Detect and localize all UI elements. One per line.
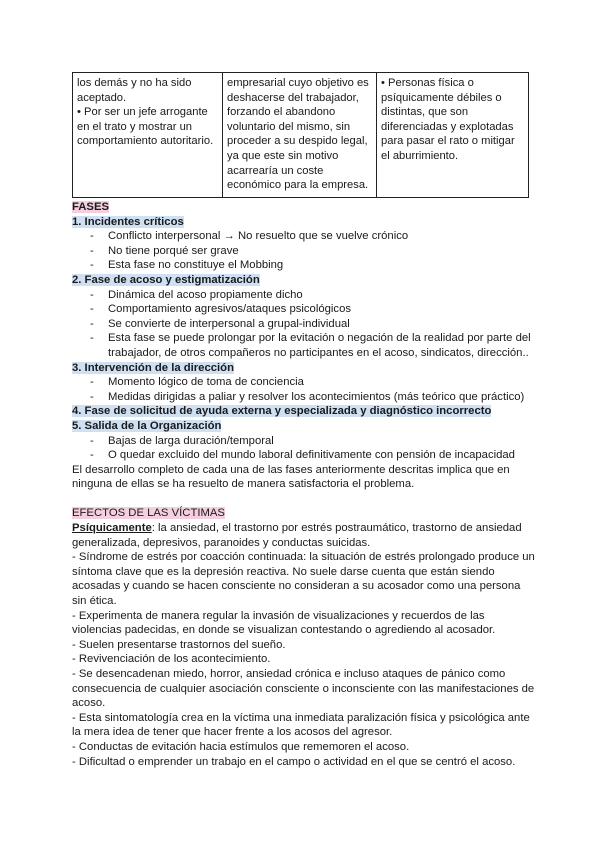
cell-line: forzando el abandono (227, 106, 336, 119)
continuation-table (72, 72, 529, 198)
paragraph-line: Psíquicamente: la ansiedad, el trastorno por estrés postraumático, trastorno de ansiedad (72, 522, 522, 535)
paragraph-line: acosadas y cuando se hacen consciente no consideran a su acosador como una persona (72, 580, 521, 593)
phase-heading-4: 4. Fase de solicitud de ayuda externa y especializada y diagnóstico incorrecto (72, 405, 492, 418)
cell-line: en el trato y mostrar un (77, 120, 193, 133)
list-item: - Momento lógico de toma de conciencia (90, 376, 304, 389)
cell-line: voluntario del mismo, sin (227, 120, 351, 133)
paragraph-line: - Se desencadenan miedo, horror, ansiedad crónica e incluso ataques de pánico como (72, 668, 506, 680)
list-item: - Esta fase se puede prolongar por la evitación o negación de la realidad por parte del (90, 332, 531, 345)
paragraph-line: - Revivenciación de los acontecimiento. (72, 653, 271, 666)
cell-line: psíquicamente débiles o (381, 91, 502, 104)
list-item-continuation: trabajador, de otros compañeros no participantes en el acoso, sindicatos, dirección.. (108, 346, 529, 359)
list-item: - Bajas de larga duración/temporal (90, 434, 274, 447)
list-item: - O quedar excluido del mundo laboral definitivamente con pensión de incapacidad (90, 449, 515, 462)
cell-line: el aburrimiento. (381, 149, 459, 162)
paragraph-line: generalizada, depresivos, paranoides y conductas suicidas. (72, 536, 371, 549)
main-content (72, 200, 534, 769)
phase-heading-2: 2. Fase de acoso y estigmatización (72, 273, 260, 286)
cell-line: los demás y no ha sido (77, 77, 192, 89)
list-item: - Comportamiento agresivos/ataques psicológicos (90, 303, 352, 316)
cell-line: deshacerse del trabajador, (227, 91, 359, 104)
paragraph-line: - Experimenta de manera regular la invasión de visualizaciones y recuerdos de las (72, 609, 485, 622)
phase-heading-1: 1. Incidentes críticos (72, 215, 184, 228)
cell-line: ya que este sin motivo (227, 149, 339, 162)
list-item: - Dinámica del acoso propiamente dicho (90, 288, 303, 301)
paragraph-line: consecuencia de cualquier asociación consciente o inconsciente con las manifestaciones de (72, 682, 535, 695)
list-item: - Medidas dirigidas a paliar y resolver los acontecimientos (más teórico que práctico) (90, 390, 525, 403)
summary-line: El desarrollo completo de cada una de las fases anteriormente descritas implica que en (72, 463, 510, 476)
paragraph-line: - Conductas de evitación hacia estímulos que rememoren el acoso. (72, 740, 410, 753)
cell-line: aceptado. (77, 91, 127, 104)
list-item: - Esta fase no constituye el Mobbing (90, 259, 284, 272)
list-item: - No tiene porqué ser grave (90, 244, 239, 257)
section-title-efectos: EFECTOS DE LAS VÍCTIMAS (72, 507, 225, 520)
cell-line: acarrearía un coste (227, 164, 324, 177)
paragraph-line: - Dificultad o emprender un trabajo en el campo o actividad en el que se centró el acoso. (72, 755, 516, 768)
phase-heading-3: 3. Intervención de la dirección (72, 361, 234, 374)
paragraph-line: acoso. (72, 697, 106, 710)
paragraph-line: - Esta sintomatología crea en la víctima una inmediata paralización física y psicológica ante (72, 711, 530, 724)
paragraph-line: - Síndrome de estrés por coacción continuada: la situación de estrés prolongado produce un (72, 551, 535, 564)
table-cell-col2 (223, 73, 377, 198)
section-title-fases: FASES (72, 201, 110, 213)
cell-line: diferenciadas y explotadas (381, 120, 514, 133)
cell-line: empresarial cuyo objetivo es (227, 77, 369, 89)
paragraph-line: - Suelen presentarse trastornos del sueño. (72, 638, 286, 651)
list-item: - Se convierte de interpersonal a grupal-individual (90, 317, 350, 330)
cell-line: económico para la empresa. (227, 179, 369, 192)
table-cell-col3 (377, 73, 529, 198)
paragraph-line: síntoma clave que es la depresión reactiva. No suele darse cuenta que están siendo (72, 565, 495, 578)
cell-line: proceder a su despido legal, (227, 135, 368, 148)
phase-heading-5: 5. Salida de la Organización (72, 419, 222, 432)
table-cell-col1 (73, 73, 223, 198)
cell-line: • Personas física o (381, 77, 474, 89)
cell-line: comportamiento autoritario. (77, 135, 214, 148)
psiquicamente-label: Psíquicamente (72, 522, 152, 535)
cell-line: para pasar el rato o mitigar (381, 135, 515, 148)
paragraph-line: sin ética. (72, 595, 117, 608)
paragraph-line: la mera idea de tener que hacer frente a los acosos del agresor. (72, 726, 393, 739)
cell-line: distintas, que son (381, 106, 469, 119)
summary-line: ninguna de ellas se ha resuelto de manera satisfactoria el problema. (72, 478, 415, 491)
cell-line: • Por ser un jefe arrogante (77, 106, 208, 119)
list-item: - Conflicto interpersonal → No resuelto que se vuelve crónico (90, 230, 409, 243)
paragraph-line: violencias padecidas, en donde se visualizan contestando o agrediendo al acosador. (72, 624, 496, 637)
